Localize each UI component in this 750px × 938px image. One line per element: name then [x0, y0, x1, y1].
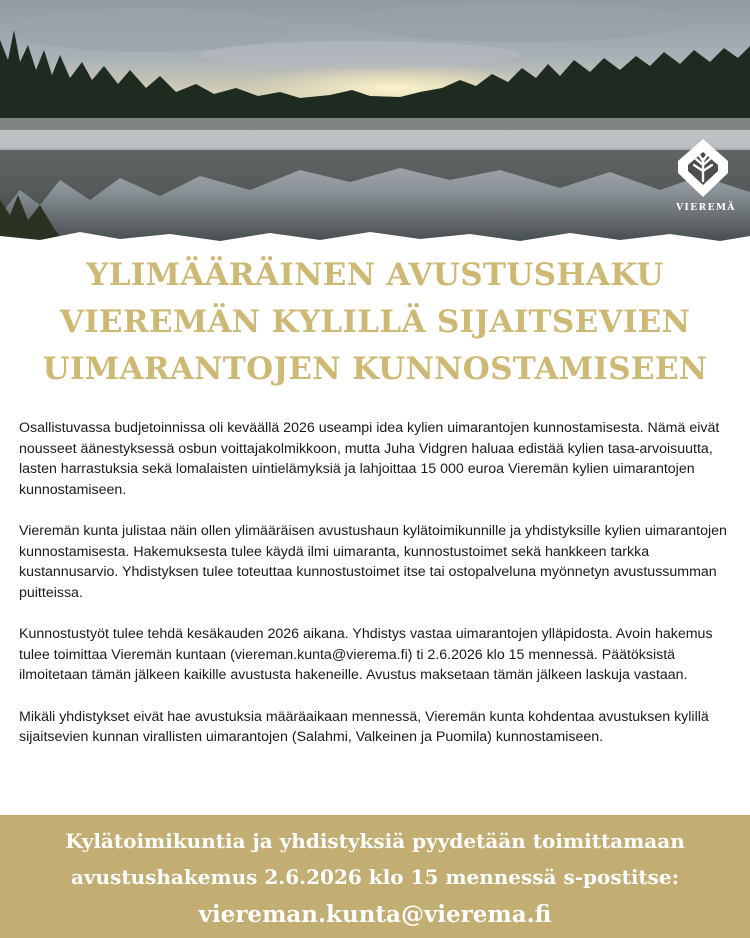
vierema-logo	[674, 135, 738, 213]
footer-email: viereman.kunta@vierema.fi	[198, 901, 552, 928]
logo-text: VIEREMÄ	[676, 203, 736, 213]
paragraph-2: Vieremän kunta julistaa näin ollen ylimääräisen avustushaun kylätoimikunnille ja yhdistyksille kylien uimarantojen kunnostamisesta. Hakemuksesta tulee käydä ilmi uimaranta, kunnostustoimet sekä hankkeen tarkka kustannusarvio. Yhdistyksen tulee toteuttaa kunnostustoimet itse tai ostopalveluna myönnetyn avustussumman puitteissa.	[19, 523, 727, 601]
paragraph-3: Kunnostustyöt tulee tehdä kesäkauden 2026 aikana. Yhdistys vastaa uimarantojen ylläpidosta. Avoin hakemus tulee toimittaa Vieremän kuntaan (viereman.kunta@vierema.fi) ti 2.6.2026 klo 15 mennessä. Päätöksistä ilmoitetaan tämän jälkeen kaikille avustusta hakeneille. Avustus maksetaan tämän jälkeen laskuja vastaan.	[19, 626, 713, 683]
lake-landscape-image	[0, 0, 750, 248]
footer-banner	[0, 815, 750, 938]
body-text	[19, 418, 735, 769]
title-line-1: YLIMÄÄRÄINEN AVUSTUSHAKU	[86, 257, 664, 293]
title-line-2: VIEREMÄN KYLILLÄ SIJAITSEVIEN	[59, 304, 691, 340]
paragraph-4: Mikäli yhdistykset eivät hae avustuksia määräaikaan mennessä, Vieremän kunta kohdentaa avustuksen kylillä sijaitsevien kunnan virallisten uimarantojen (Salahmi, Valkeinen ja Puomila) kunnostamiseen.	[19, 708, 709, 745]
vierema-logo-icon	[674, 135, 732, 201]
footer-line-1: Kylätoimikuntia ja yhdistyksiä pyydetään toimittamaan	[65, 829, 685, 853]
hero-image	[0, 0, 750, 248]
title-line-3: UIMARANTOJEN KUNNOSTAMISEEN	[42, 351, 708, 387]
paragraph-1: Osallistuvassa budjetoinnissa oli keväällä 2026 useampi idea kylien uimarantojen kunnostamisesta. Nämä eivät nousseet äänestyksessä osbun voittajakolmikkoon, mutta Juha Vidgren haluaa edistää kylien tasa-arvoisuutta, lasten harrastuksia sekä lomalaisten uintielämyksiä ja lahjoittaa 15 000 euroa Vieremän kylien uimarantojen kunnostamiseen.	[19, 420, 720, 498]
footer-line-2: avustushakemus 2.6.2026 klo 15 mennessä s-postitse:	[70, 865, 680, 889]
page-title	[0, 252, 750, 393]
